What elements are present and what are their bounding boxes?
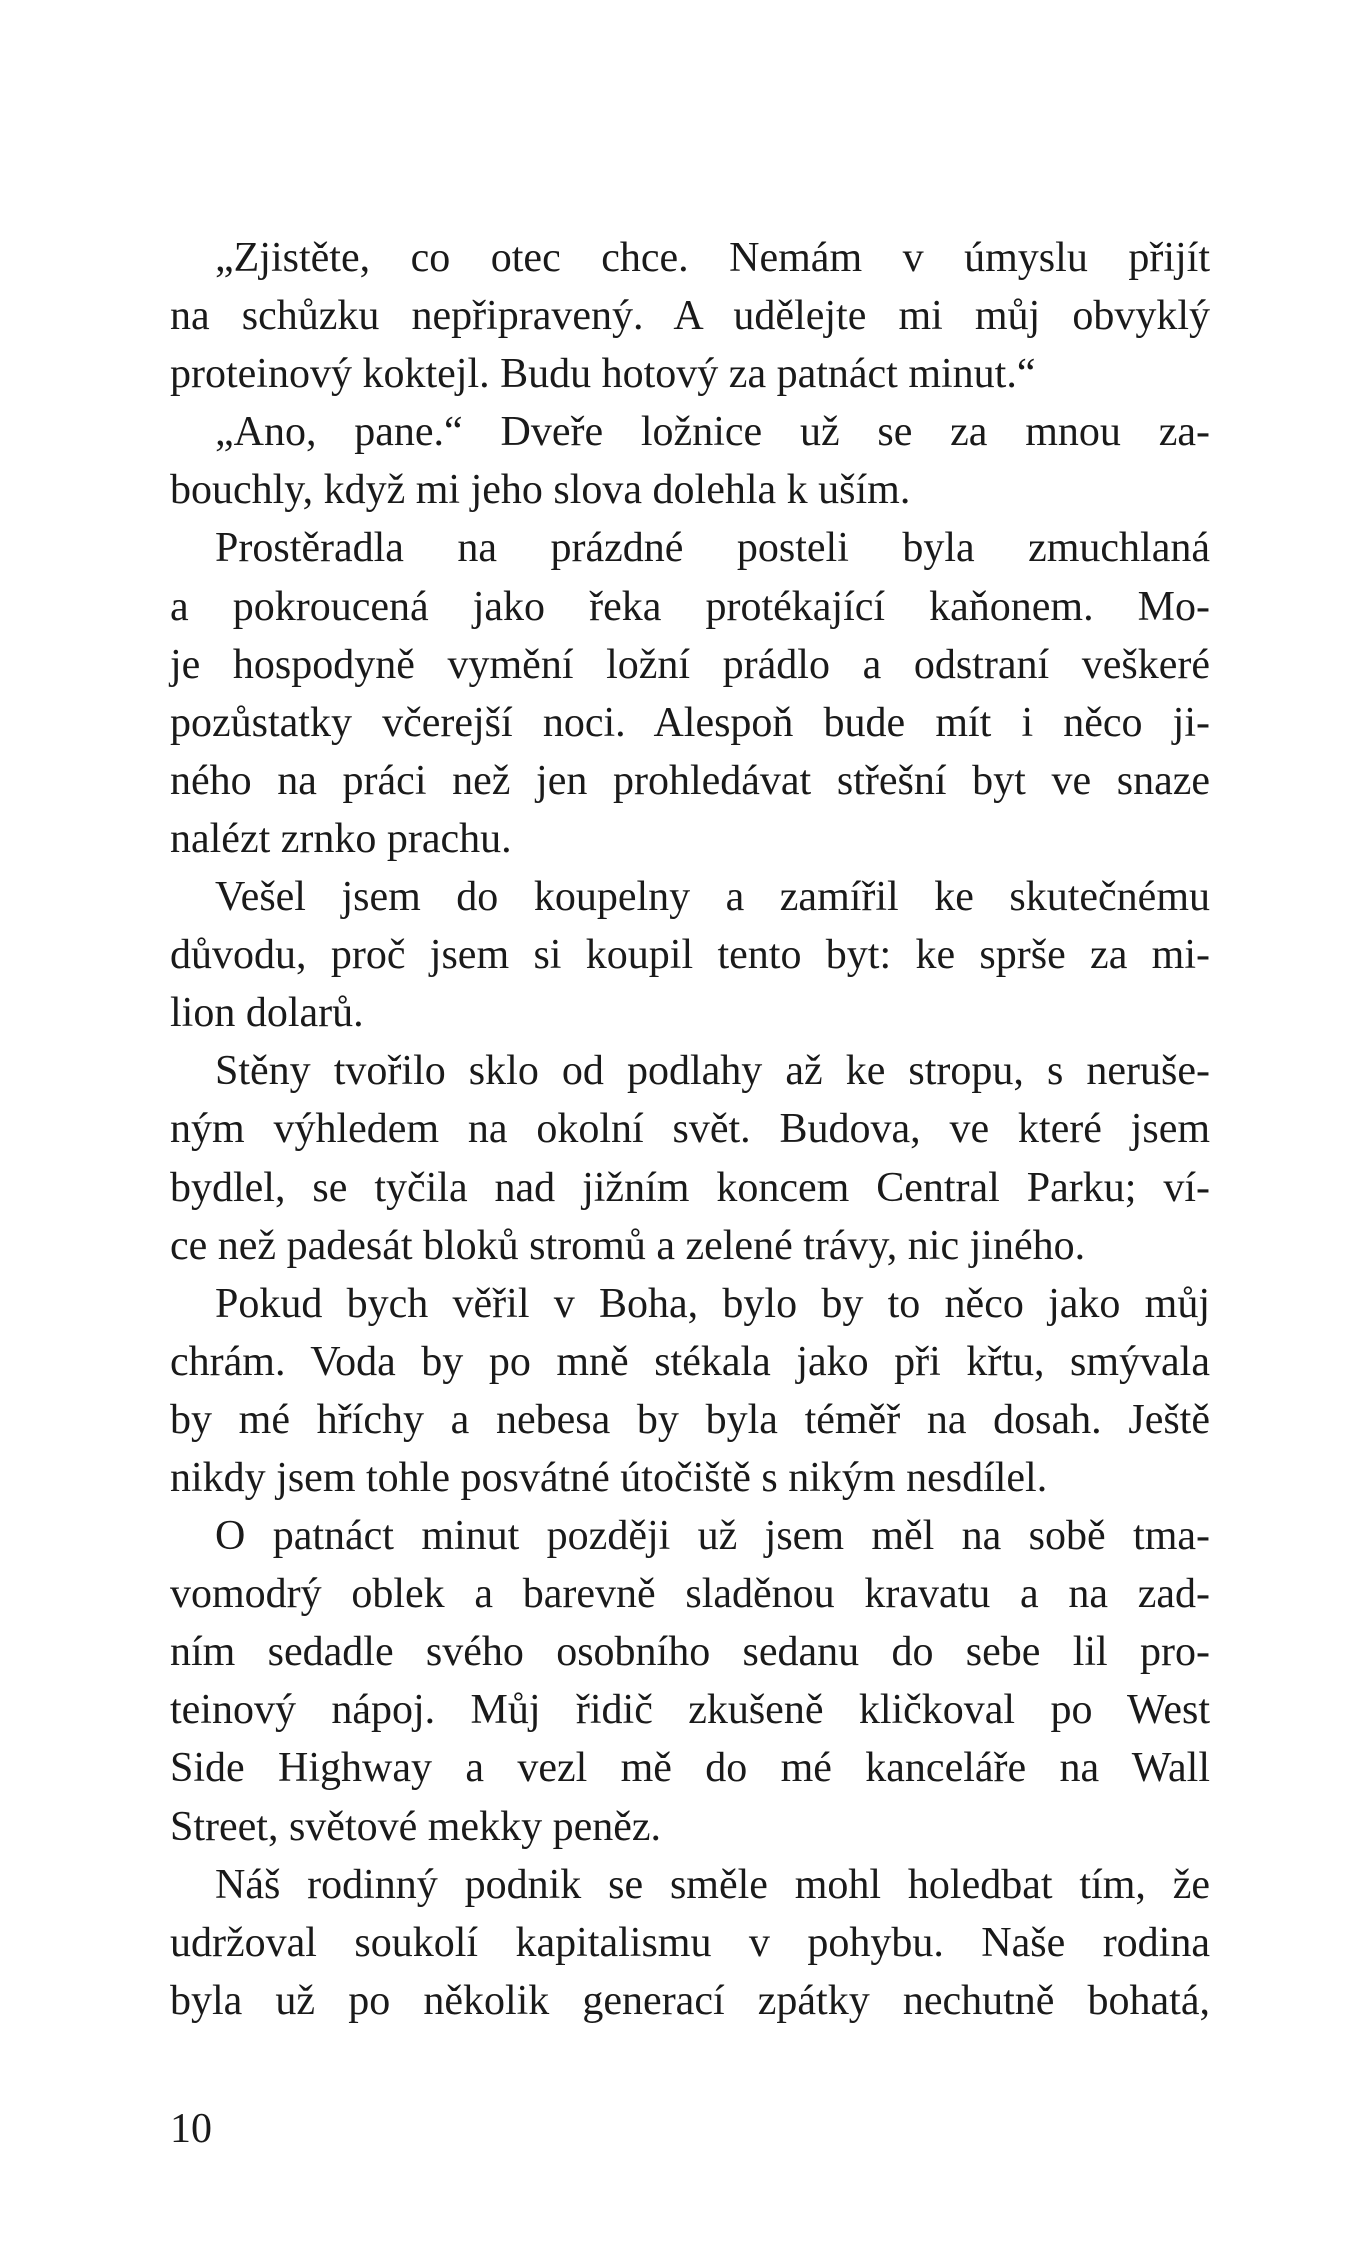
page-number: 10 <box>170 2106 212 2152</box>
text-line: nikdy jsem tohle posvátné útočiště s nikým nesdílel. <box>170 1454 1048 1501</box>
text-line: ným výhledem na okolní svět. Budova, ve které jsem <box>170 1106 1210 1153</box>
text-line: ného na práci než jen prohledávat střešní byt ve snaze <box>170 757 1210 804</box>
text-line: O patnáct minut později už jsem měl na sobě tma- <box>215 1513 1210 1560</box>
text-line: pozůstatky včerejší noci. Alespoň bude mít i něco ji- <box>170 699 1210 746</box>
text-line: Stěny tvořilo sklo od podlahy až ke stropu, s neruše- <box>215 1048 1210 1095</box>
text-line: Street, světové mekky peněz. <box>170 1803 661 1850</box>
text-line: byla už po několik generací zpátky nechutně bohatá, <box>170 1977 1210 2024</box>
text-line: proteinový koktejl. Budu hotový za patnáct minut.“ <box>170 351 1036 398</box>
text-line: „Ano, pane.“ Dveře ložnice už se za mnou za- <box>215 409 1210 456</box>
text-line: lion dolarů. <box>170 990 364 1037</box>
text-line: by mé hříchy a nebesa by byla téměř na dosah. Ještě <box>170 1396 1210 1443</box>
text-line: chrám. Voda by po mně stékala jako při křtu, smývala <box>170 1338 1210 1385</box>
text-line: na schůzku nepřipravený. A udělejte mi můj obvyklý <box>170 293 1210 340</box>
text-line: Náš rodinný podnik se směle mohl holedbat tím, že <box>215 1861 1210 1908</box>
text-line: „Zjistěte, co otec chce. Nemám v úmyslu přijít <box>215 235 1210 281</box>
text-line: nalézt zrnko prachu. <box>170 815 512 862</box>
text-line: a pokroucená jako řeka protékající kaňonem. Mo- <box>170 583 1210 630</box>
text-line: teinový nápoj. Můj řidič zkušeně kličkoval po West <box>170 1687 1210 1734</box>
text-line: Prostěradla na prázdné posteli byla zmuchlaná <box>215 525 1210 572</box>
text-line: je hospodyně vymění ložní prádlo a odstraní veškeré <box>170 641 1210 688</box>
text-line: bydlel, se tyčila nad jižním koncem Central Parku; ví- <box>170 1164 1210 1211</box>
text-line: ním sedadle svého osobního sedanu do sebe lil pro- <box>170 1629 1210 1676</box>
text-line: bouchly, když mi jeho slova dolehla k uším. <box>170 467 911 514</box>
text-line: vomodrý oblek a barevně sladěnou kravatu a na zad- <box>170 1571 1210 1618</box>
text-line: udržoval soukolí kapitalismu v pohybu. Naše rodina <box>170 1919 1210 1966</box>
text-line: Side Highway a vezl mě do mé kanceláře na Wall <box>170 1745 1210 1792</box>
body-text <box>170 229 1210 2030</box>
text-line: ce než padesát bloků stromů a zelené trávy, nic jiného. <box>170 1222 1086 1269</box>
text-line: důvodu, proč jsem si koupil tento byt: ke sprše za mi- <box>170 932 1210 979</box>
text-line: Vešel jsem do koupelny a zamířil ke skutečnému <box>215 874 1210 921</box>
text-line: Pokud bych věřil v Boha, bylo by to něco jako můj <box>215 1280 1210 1327</box>
